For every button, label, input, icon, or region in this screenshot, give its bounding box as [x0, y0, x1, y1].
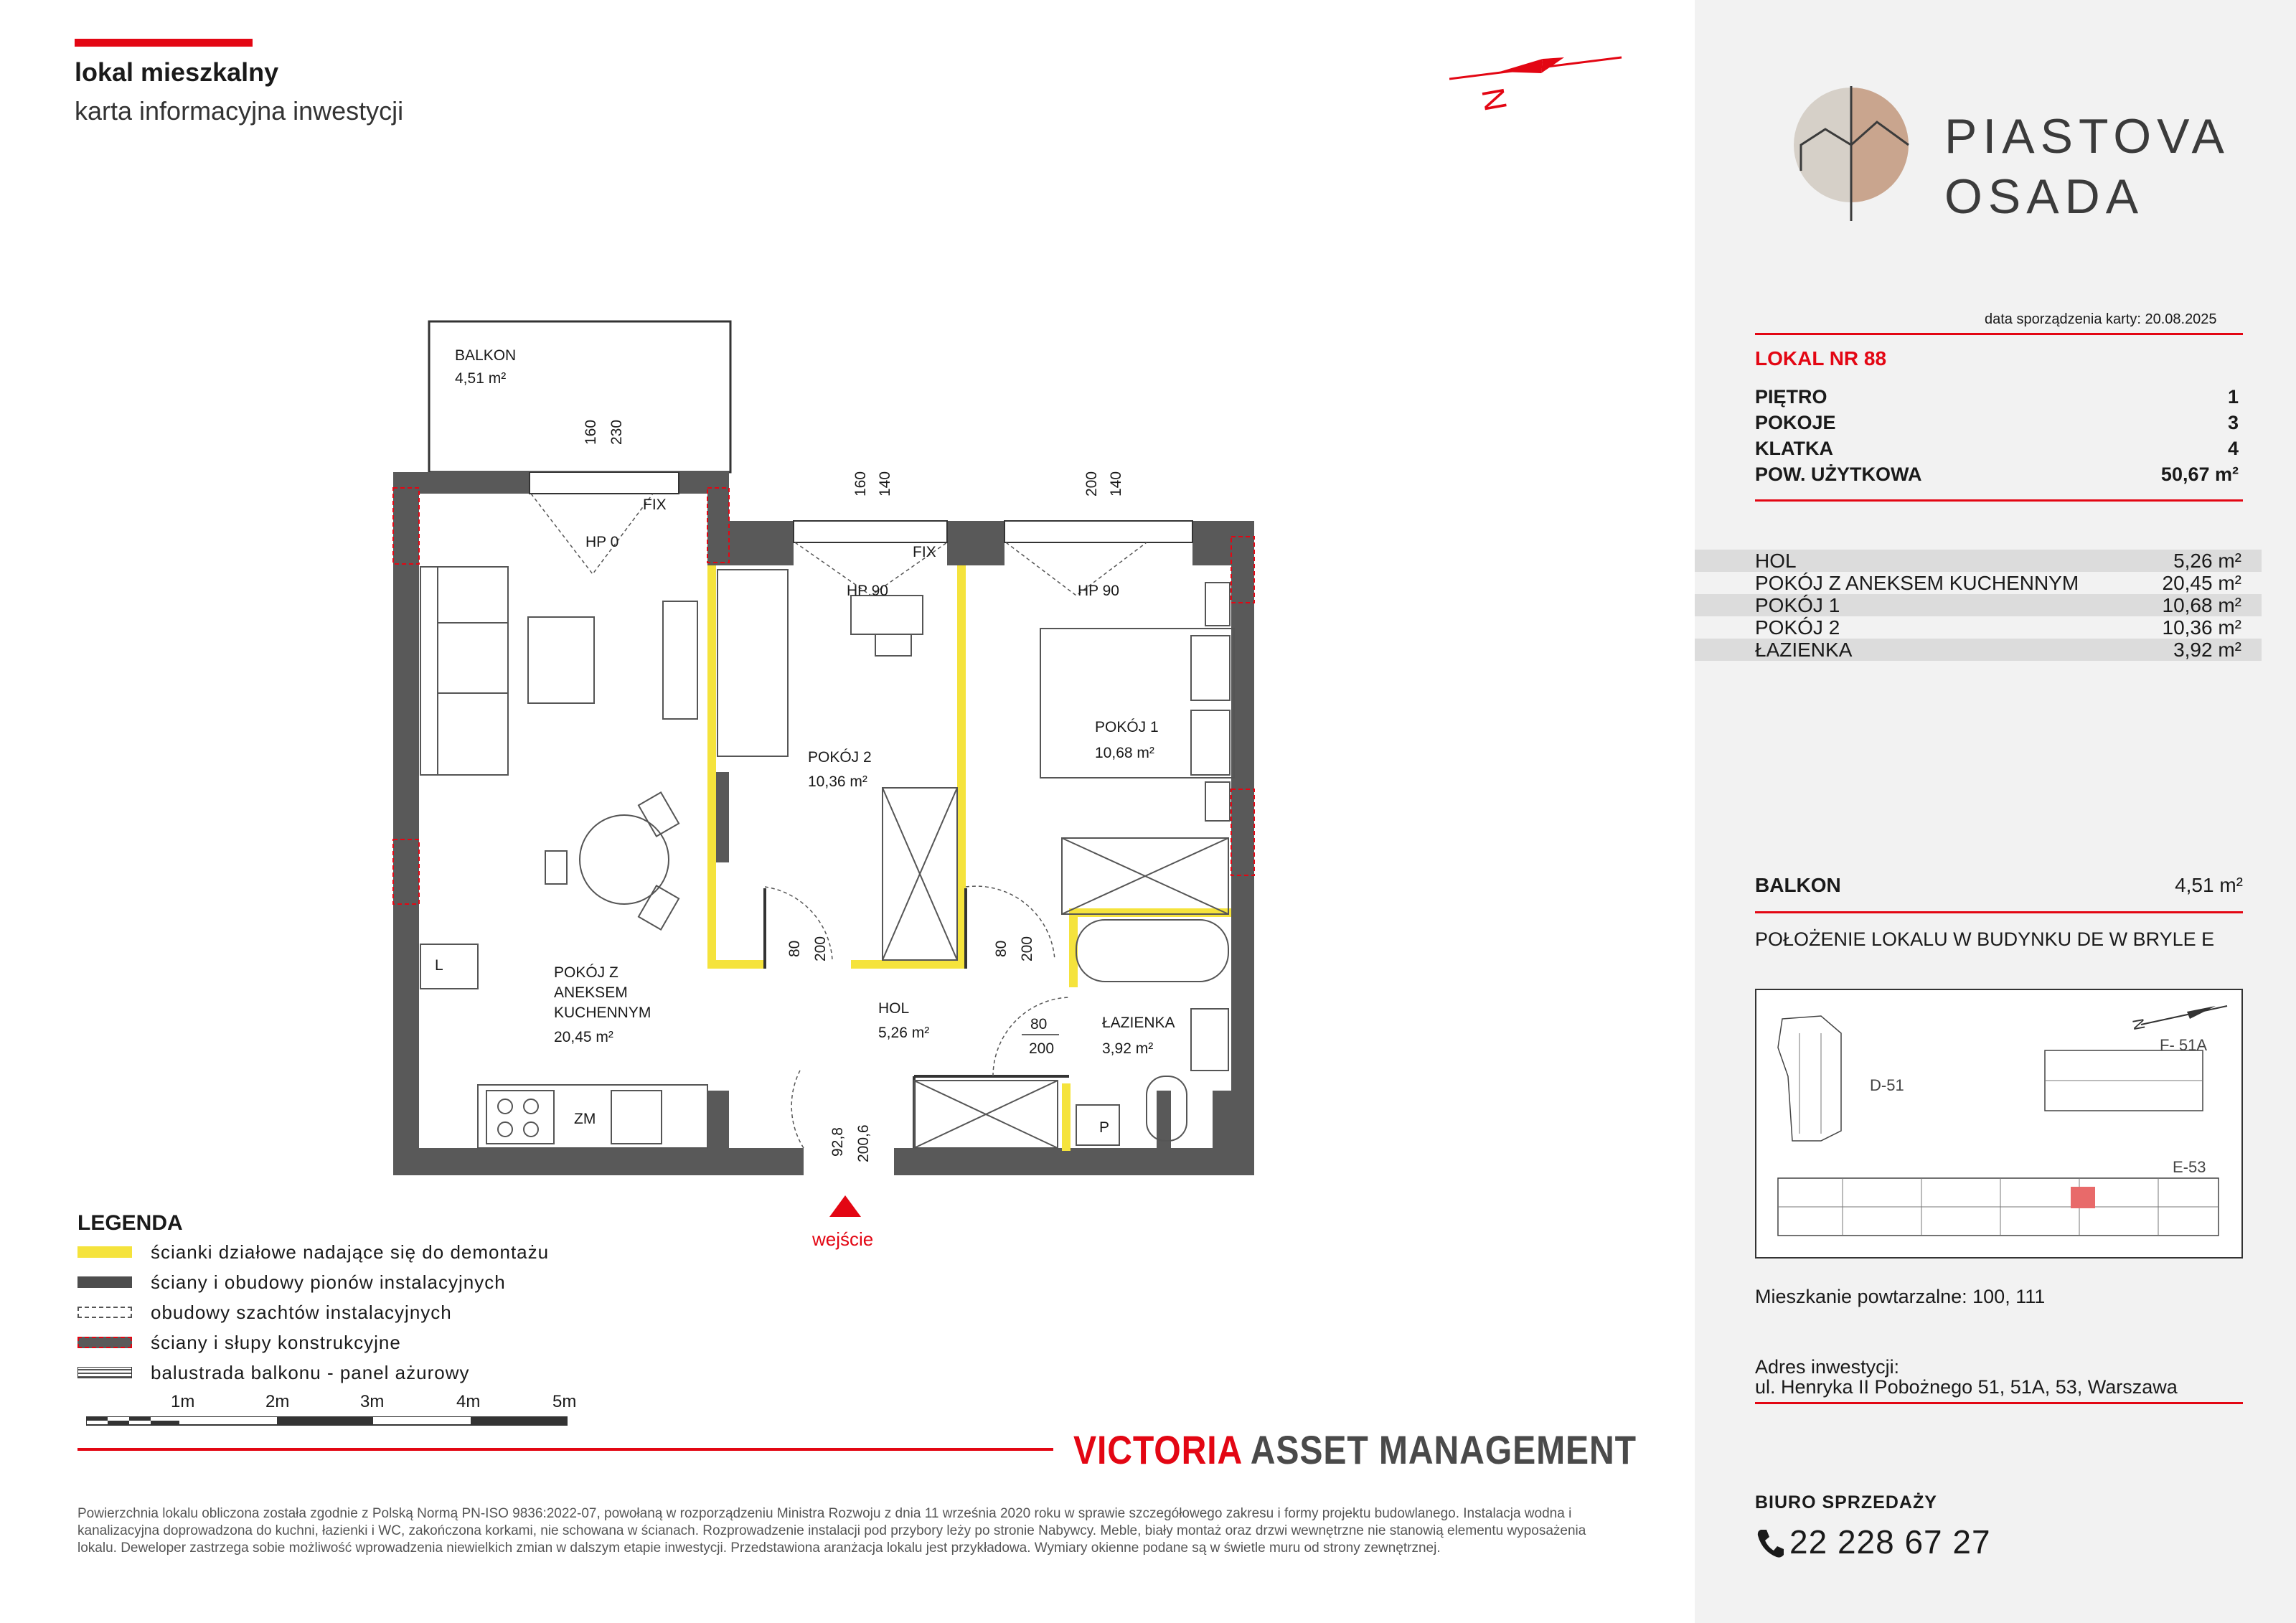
- svg-text:160: 160: [583, 419, 599, 445]
- svg-text:POKÓJ 2: POKÓJ 2: [808, 749, 872, 766]
- svg-text:ZM: ZM: [574, 1111, 596, 1127]
- room-row: ŁAZIENKA 3,92 m²: [1695, 639, 2262, 661]
- floor-plan: [0, 0, 1292, 1292]
- svg-text:F- 51A: F- 51A: [2160, 1036, 2208, 1054]
- entrance-label: wejście: [812, 1228, 874, 1250]
- panel-divider: [1755, 333, 2243, 335]
- footer-divider: [77, 1448, 1053, 1451]
- svg-text:200: 200: [1029, 1040, 1055, 1057]
- svg-text:ANEKSEM: ANEKSEM: [554, 984, 628, 1001]
- legend-swatch-yellow: [77, 1246, 132, 1258]
- svg-text:HP 90: HP 90: [1078, 583, 1119, 599]
- svg-text:HP 0: HP 0: [585, 534, 619, 550]
- phone-icon: [1755, 1527, 1784, 1560]
- svg-text:140: 140: [1108, 471, 1124, 497]
- panel-divider: [1755, 499, 2243, 502]
- walls: [393, 472, 1254, 1175]
- door-swings: [531, 494, 1147, 1148]
- investment-address: ul. Henryka II Pobożnego 51, 51A, 53, Warszawa: [1755, 1376, 2178, 1398]
- svg-text:FIX: FIX: [643, 497, 667, 513]
- svg-text:230: 230: [608, 419, 625, 445]
- legend-item: balustrada balkonu - panel ażurowy: [77, 1362, 469, 1383]
- legend-swatch-balustrade: [77, 1367, 132, 1378]
- svg-text:POKÓJ Z: POKÓJ Z: [554, 964, 618, 981]
- svg-text:5,26 m²: 5,26 m²: [878, 1025, 930, 1041]
- room-row: POKÓJ 1 10,68 m²: [1695, 594, 2262, 616]
- sales-office-label: BIURO SPRZEDAŻY: [1755, 1492, 1937, 1513]
- sales-phone[interactable]: 22 228 67 27: [1789, 1523, 1991, 1561]
- location-heading: POŁOŻENIE LOKALU W BUDYNKU DE W BRYLE E: [1755, 928, 2215, 950]
- info-row-rooms: POKOJE 3: [1755, 412, 2239, 433]
- svg-text:POKÓJ 1: POKÓJ 1: [1095, 719, 1159, 735]
- svg-text:80: 80: [993, 940, 1010, 957]
- structural-columns: [393, 488, 1254, 904]
- building-location-map: [1755, 989, 2243, 1259]
- disclaimer-text: Powierzchnia lokalu obliczona została zgodnie z Polską Normą PN-ISO 9836:2022-07, powołaną w rozporządzeniu Ministra Rozwoju z dnia 11 września 2020 roku w sprawie szczegółowego zakresu i formy projektu budowlanego. Instalacja wodna i kanalizacyjna doprowadzona do kuchni, łazienki i WC, zakończona korkami, nie schowana w ścianach. Rozprowadzenie instalacji pod przybory leży po stronie Nabywcy. Meble, biały montaż oraz drzwi wewnętrzne nie stanowią elementu wyposażenia lokalu. Deweloper zastrzega sobie możliwość wprowadzenia niewielkich zmian w dalszym etapie inwestycji. Przedstawiona aranżacja lokalu jest przykładowa. Wymiary okienne podane są w świetle muru od strony zewnętrznej.: [77, 1506, 1586, 1556]
- svg-text:160: 160: [852, 471, 869, 497]
- entrance-marker-icon: [829, 1195, 861, 1217]
- svg-text:80: 80: [786, 940, 803, 957]
- legend-item: obudowy szachtów instalacyjnych: [77, 1302, 452, 1323]
- balcony-outline: [429, 321, 730, 472]
- svg-text:10,68 m²: 10,68 m²: [1095, 745, 1154, 761]
- legend-swatch-dark: [77, 1276, 132, 1288]
- demountable-walls: [707, 565, 1231, 1151]
- svg-text:HP 90: HP 90: [847, 583, 888, 599]
- furniture: [420, 567, 1234, 1148]
- svg-text:200: 200: [1083, 471, 1100, 497]
- svg-text:E-53: E-53: [2173, 1158, 2206, 1176]
- legend-item: ściany i obudowy pionów instalacyjnych: [77, 1271, 506, 1293]
- info-row-staircase: KLATKA 4: [1755, 438, 2239, 459]
- panel-divider: [1755, 1402, 2243, 1404]
- panel-divider: [1755, 911, 2243, 913]
- svg-text:200: 200: [812, 936, 829, 961]
- unit-number: LOKAL NR 88: [1755, 347, 1887, 370]
- room-row: HOL 5,26 m²: [1695, 550, 2262, 572]
- svg-text:4,51 m²: 4,51 m²: [455, 370, 507, 387]
- svg-text:HOL: HOL: [878, 1000, 910, 1017]
- svg-text:200: 200: [1019, 936, 1035, 961]
- svg-text:FIX: FIX: [913, 544, 936, 560]
- page-title: lokal mieszkalny: [75, 57, 279, 87]
- legend-swatch-structural: [77, 1337, 132, 1348]
- legend-item: ścianki działowe nadające się do demontażu: [77, 1241, 549, 1263]
- svg-text:140: 140: [877, 471, 893, 497]
- repeat-units: Mieszkanie powtarzalne: 100, 111: [1755, 1286, 2046, 1307]
- svg-text:80: 80: [1030, 1016, 1048, 1032]
- info-row-area: POW. UŻYTKOWA 50,67 m²: [1755, 464, 2239, 485]
- north-label: N: [1475, 85, 1515, 114]
- svg-text:P: P: [1099, 1119, 1110, 1136]
- address-label: Adres inwestycji:: [1755, 1356, 1900, 1378]
- svg-text:20,45 m²: 20,45 m²: [554, 1029, 613, 1045]
- svg-text:N: N: [2129, 1017, 2149, 1032]
- legend-title: LEGENDA: [77, 1211, 183, 1235]
- north-arrow-icon: [1449, 29, 1636, 122]
- scale-bar: [86, 1416, 574, 1428]
- svg-text:10,36 m²: 10,36 m²: [808, 773, 867, 790]
- svg-text:L: L: [435, 957, 443, 974]
- svg-text:KUCHENNYM: KUCHENNYM: [554, 1005, 651, 1021]
- unit-location-highlight: [2071, 1187, 2095, 1208]
- legend-swatch-outline: [77, 1307, 132, 1318]
- project-logo-text: PIASTOVA OSADA: [1944, 109, 2230, 224]
- svg-text:3,92 m²: 3,92 m²: [1102, 1040, 1154, 1057]
- card-date: data sporządzenia karty: 20.08.2025: [1985, 311, 2217, 327]
- room-row: POKÓJ 2 10,36 m²: [1755, 616, 2241, 639]
- developer-brand: VICTORIA ASSET MANAGEMENT: [1073, 1427, 1637, 1472]
- svg-text:BALKON: BALKON: [455, 347, 517, 364]
- svg-text:200,6: 200,6: [855, 1124, 872, 1162]
- balcony-row: BALKON 4,51 m²: [1755, 874, 2243, 896]
- info-row-floor: PIĘTRO 1: [1755, 386, 2239, 408]
- svg-text:92,8: 92,8: [829, 1127, 846, 1157]
- interior-walls: [765, 888, 1069, 1148]
- svg-text:ŁAZIENKA: ŁAZIENKA: [1102, 1015, 1175, 1031]
- page-subtitle: karta informacyjna inwestycji: [75, 96, 404, 126]
- room-row: POKÓJ Z ANEKSEM KUCHENNYM 20,45 m²: [1755, 572, 2241, 594]
- legend-item: ściany i słupy konstrukcyjne: [77, 1332, 401, 1353]
- svg-text:D-51: D-51: [1870, 1076, 1904, 1094]
- piastova-logo-icon: [1791, 85, 1920, 225]
